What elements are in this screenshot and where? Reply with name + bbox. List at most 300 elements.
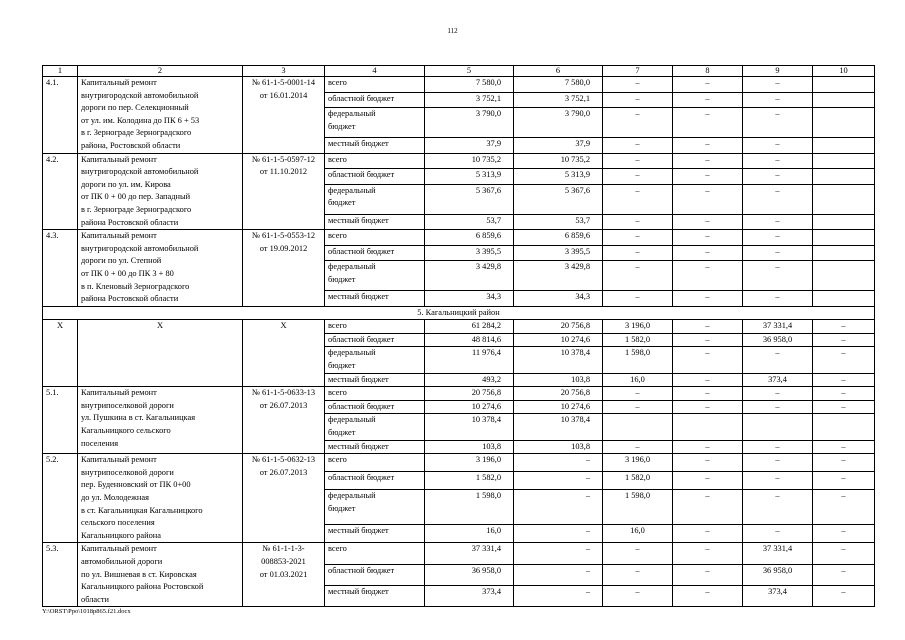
value-cell [813,291,875,307]
value-cell: 373,4 [743,373,813,387]
cell-line: бюджет [328,198,356,208]
value-cell: – [743,108,813,138]
item-number [43,454,78,543]
cell-line: местный бюджет [328,139,389,148]
value-cell: 34,3 [425,291,514,307]
cell-line: 5.3. [46,544,59,554]
cell-line: района, Ростовской области [81,140,181,150]
document-ref [243,320,325,387]
table-row [43,230,875,246]
value-cell [813,414,875,440]
cell-line: областной бюджет [328,93,395,103]
value-cell: – [813,586,875,607]
value-cell: – [743,153,813,169]
cell-line: района Ростовской области [81,294,179,304]
value-cell: – [673,490,743,525]
value-cell: – [813,472,875,490]
value-cell: – [673,333,743,347]
cell-line: от 26.07.2013 [259,400,308,410]
value-cell: – [673,261,743,291]
value-cell: 5 367,6 [425,184,514,214]
value-cell: 10 274,6 [514,400,603,414]
value-cell: – [673,320,743,334]
value-cell: – [743,138,813,154]
document-ref [243,543,325,607]
funding-source [325,320,425,334]
value-cell: 16,0 [603,525,673,543]
value-cell [813,77,875,93]
value-cell [673,414,743,440]
value-cell: – [603,169,673,185]
value-cell: 16,0 [603,373,673,387]
item-number [43,230,78,307]
cell-line: в п. Кленовый Зерноградского [81,281,190,291]
cell-line: областной бюджет [328,401,395,411]
value-cell: – [813,333,875,347]
value-cell: – [603,92,673,108]
value-cell: 5 367,6 [514,184,603,214]
table-row [43,387,875,401]
value-cell: 373,4 [425,586,514,607]
funding-source [325,347,425,373]
value-cell: – [603,586,673,607]
value-cell: – [743,490,813,525]
value-cell: – [743,387,813,401]
cell-line: всего [328,455,347,465]
value-cell: – [673,373,743,387]
cell-line: всего [328,321,347,331]
value-cell: – [514,454,603,472]
cell-line: от 11.10.2012 [259,167,308,177]
value-cell: 34,3 [514,291,603,307]
value-cell: 1 582,0 [425,472,514,490]
value-cell: 36 958,0 [425,564,514,585]
value-cell: 3 196,0 [603,454,673,472]
cell-line: бюджет [328,361,356,371]
value-cell [813,245,875,261]
cell-line: Кагальницкого района Ростовской [81,582,204,592]
object-name [78,387,243,454]
cell-line: по ул. Вишневая в ст. Кировская [81,569,197,579]
value-cell: 3 196,0 [425,454,514,472]
cell-line: от 16.01.2014 [259,90,308,100]
document-ref [243,230,325,307]
value-cell: 5 313,9 [514,169,603,185]
value-cell: 10 378,4 [425,414,514,440]
cell-line: областной бюджет [328,473,395,483]
funding-source [325,108,425,138]
value-cell: 1 582,0 [603,333,673,347]
table-row [43,454,875,472]
funding-source [325,373,425,387]
value-cell: – [743,347,813,373]
cell-line: от ПК 0 + 00 до пер. Западный [81,192,191,202]
value-cell: 3 395,5 [425,245,514,261]
funding-source [325,333,425,347]
funding-source [325,184,425,214]
value-cell: – [673,387,743,401]
value-cell: – [603,214,673,230]
cell-line: до ул. Молодежная [81,493,149,502]
value-cell: 1 582,0 [603,472,673,490]
value-cell: 20 756,8 [514,387,603,401]
col-header: 9 [743,66,813,77]
cell-line: области [81,594,109,604]
cell-line: Капитальный ремонт [81,231,157,241]
value-cell: 1 598,0 [425,490,514,525]
object-name [78,454,243,543]
value-cell: – [813,400,875,414]
cell-line: от ул. им. Колодина до ПК 6 + 53 [81,115,200,125]
value-cell: 3 429,8 [425,261,514,291]
cell-line: дороги по ул. им. Кирова [81,179,171,189]
cell-line: в г. Зернограде Зерноградского [81,204,192,214]
cell-line: № 61-1-5-0001-14 [251,78,316,87]
cell-line: Кагальницкого района [81,530,161,540]
cell-line: местный бюджет [328,441,389,451]
value-cell: – [514,543,603,564]
col-header: 3 [243,66,325,77]
funding-source [325,291,425,307]
cell-line: дороги по ул. Степной [81,256,162,266]
value-cell: – [813,320,875,334]
value-cell: 37,9 [425,138,514,154]
value-cell: 36 958,0 [743,564,813,585]
funding-source [325,153,425,169]
col-header: 2 [78,66,243,77]
object-name [78,320,243,387]
value-cell: – [743,291,813,307]
value-cell: 3 196,0 [603,320,673,334]
funding-source [325,454,425,472]
value-cell: 20 756,8 [425,387,514,401]
value-cell: – [673,564,743,585]
cell-line: местный бюджет [328,292,389,302]
cell-line: всего [328,78,347,87]
funding-source [325,261,425,291]
value-cell: – [673,230,743,246]
value-cell: – [743,261,813,291]
cell-line: внутригородской автомобильной [81,167,199,177]
value-cell: – [603,153,673,169]
funding-source [325,440,425,454]
value-cell: – [673,169,743,185]
cell-line: № 61-1-1-3- [262,544,305,554]
object-name [78,230,243,307]
cell-line: в ст. Кагальницкая Кагальницкого [81,505,203,515]
value-cell: 37 331,4 [743,543,813,564]
cell-line: Капитальный ремонт [81,544,157,554]
value-cell: 103,8 [514,373,603,387]
cell-line: № 61-1-5-0597-12 [251,154,316,164]
value-cell [813,184,875,214]
value-cell: 10 735,2 [514,153,603,169]
cell-line: X [156,321,164,331]
cell-line: автомобильной дороги [81,556,163,566]
value-cell: – [603,230,673,246]
cell-line: федеральный [328,262,376,272]
value-cell: – [743,454,813,472]
cell-line: № 61-1-5-0553-12 [251,231,316,241]
cell-line: федеральный [328,109,376,119]
cell-line: местный бюджет [328,526,389,536]
value-cell: – [603,245,673,261]
value-cell: – [673,245,743,261]
value-cell: – [673,472,743,490]
cell-line: в г. Зернограде Зерноградского [81,128,192,138]
value-cell: – [743,214,813,230]
document-ref [243,153,325,230]
cell-line: бюджет [328,274,356,284]
cell-line: бюджет [328,121,356,131]
value-cell: 53,7 [425,214,514,230]
cell-line: поселения [81,438,119,448]
value-cell: – [673,543,743,564]
funding-source [325,543,425,564]
value-cell: – [813,454,875,472]
cell-line: бюджет [328,428,356,438]
cell-line: областной бюджет [328,334,395,344]
item-number [43,387,78,454]
value-cell: 10 274,6 [425,400,514,414]
value-cell: 3 752,1 [514,92,603,108]
document-ref [243,454,325,543]
value-cell: 103,8 [425,440,514,454]
cell-line: местный бюджет [328,374,389,384]
value-cell: 61 284,2 [425,320,514,334]
cell-line: от 26.07.2013 [259,467,308,477]
value-cell: – [603,291,673,307]
value-cell: – [603,77,673,93]
cell-line: местный бюджет [328,215,389,225]
value-cell: 10 378,4 [514,347,603,373]
value-cell: 103,8 [514,440,603,454]
cell-line: 4.2. [46,154,59,164]
file-path-footer: Y:\ORST\Ppo\1018p865.f21.docx [42,608,131,615]
value-cell: 3 752,1 [425,92,514,108]
value-cell [813,108,875,138]
cell-line: всего [328,154,347,164]
funding-source [325,490,425,525]
budget-table [42,65,875,607]
value-cell: – [603,543,673,564]
object-name [78,543,243,607]
funding-source [325,387,425,401]
value-cell: 6 859,6 [514,230,603,246]
value-cell: 493,2 [425,373,514,387]
value-cell: – [603,184,673,214]
value-cell: 37 331,4 [743,320,813,334]
value-cell: 36 958,0 [743,333,813,347]
funding-source [325,138,425,154]
value-cell: – [673,586,743,607]
cell-line: пер. Буденновский от ПК 0+00 [81,480,191,490]
value-cell: – [603,138,673,154]
value-cell: – [743,440,813,454]
value-cell [813,92,875,108]
cell-line: X [56,321,64,331]
cell-line: бюджет [328,504,356,513]
value-cell: – [813,564,875,585]
value-cell: – [813,543,875,564]
value-cell: – [603,261,673,291]
page-number: 112 [447,27,458,35]
value-cell: – [743,472,813,490]
cell-line: Капитальный ремонт [81,154,157,164]
cell-line: всего [328,231,347,241]
value-cell: 373,4 [743,586,813,607]
table-body [43,66,875,607]
value-cell: 5 313,9 [425,169,514,185]
value-cell: – [673,440,743,454]
cell-line: Капитальный ремонт [81,78,157,87]
cell-line: от 01.03.2021 [259,569,308,579]
value-cell: – [743,169,813,185]
value-cell: – [514,525,603,543]
value-cell: – [673,138,743,154]
value-cell: – [673,291,743,307]
value-cell: – [514,564,603,585]
value-cell: – [673,525,743,543]
cell-line: местный бюджет [328,587,389,596]
value-cell [743,414,813,440]
cell-line: внутрипоселковой дороги [81,400,174,410]
section-title: 5. Кагальницкий район [43,306,875,320]
funding-source [325,77,425,93]
cell-line: района Ростовской области [81,217,179,227]
value-cell: – [673,214,743,230]
cell-line: Капитальный ремонт [81,455,157,465]
col-header: 10 [813,66,875,77]
value-cell: – [743,184,813,214]
cell-line: федеральный [328,185,376,195]
value-cell: – [603,400,673,414]
funding-source [325,92,425,108]
cell-line: ул. Пушкина в ст. Кагальницкая [81,413,196,423]
value-cell: – [673,347,743,373]
value-cell: 3 790,0 [425,108,514,138]
item-number [43,77,78,154]
cell-line: X [280,321,287,331]
cell-line: всего [328,388,347,398]
cell-line: федеральный [328,491,376,501]
funding-source [325,214,425,230]
value-cell [813,138,875,154]
value-cell: – [743,525,813,543]
cell-line: областной бюджет [328,170,395,180]
value-cell: 3 790,0 [514,108,603,138]
value-cell: – [673,92,743,108]
value-cell: 10 735,2 [425,153,514,169]
value-cell: 48 814,6 [425,333,514,347]
cell-line: федеральный [328,415,376,425]
value-cell: – [514,490,603,525]
cell-line: дороги по пер. Селекционный [81,103,189,113]
value-cell: – [813,387,875,401]
section-row [43,306,875,320]
header-row [43,66,875,77]
value-cell: – [514,586,603,607]
cell-line: 4.3. [46,231,59,241]
value-cell: – [813,490,875,525]
value-cell: 10 378,4 [514,414,603,440]
value-cell: – [603,108,673,138]
value-cell [813,153,875,169]
value-cell: – [813,373,875,387]
value-cell: – [603,387,673,401]
value-cell: – [603,440,673,454]
table-row [43,153,875,169]
funding-source [325,400,425,414]
value-cell: 37,9 [514,138,603,154]
cell-line: 5.2. [46,455,59,465]
value-cell: 10 274,6 [514,333,603,347]
cell-line: внутрипоселковой дороги [81,467,174,477]
value-cell: – [603,564,673,585]
value-cell: 6 859,6 [425,230,514,246]
col-header: 6 [514,66,603,77]
cell-line: 4.1. [46,78,59,87]
object-name [78,153,243,230]
value-cell: – [743,92,813,108]
col-header: 8 [673,66,743,77]
funding-source [325,586,425,607]
value-cell: – [673,77,743,93]
value-cell: 16,0 [425,525,514,543]
item-number [43,543,78,607]
value-cell: – [673,153,743,169]
value-cell: – [743,245,813,261]
cell-line: внутригородской автомобильной [81,90,199,100]
cell-line: областной бюджет [328,565,395,575]
value-cell: – [813,440,875,454]
value-cell [813,169,875,185]
value-cell: 1 598,0 [603,490,673,525]
object-name [78,77,243,154]
cell-line: федеральный [328,348,376,358]
value-cell: – [673,454,743,472]
cell-line: от 19.09.2012 [259,243,308,253]
value-cell: 1 598,0 [603,347,673,373]
funding-source [325,169,425,185]
funding-source [325,245,425,261]
value-cell: – [743,400,813,414]
value-cell: 11 976,4 [425,347,514,373]
funding-source [325,472,425,490]
funding-source [325,525,425,543]
cell-line: внутригородской автомобильной [81,243,199,253]
value-cell [813,230,875,246]
col-header: 7 [603,66,673,77]
item-number [43,153,78,230]
funding-source [325,414,425,440]
value-cell: 53,7 [514,214,603,230]
value-cell: – [673,400,743,414]
table-row [43,320,875,334]
value-cell: 3 395,5 [514,245,603,261]
document-ref [243,387,325,454]
value-cell: 7 580,0 [514,77,603,93]
value-cell: 3 429,8 [514,261,603,291]
value-cell: – [673,108,743,138]
value-cell [603,414,673,440]
value-cell [813,214,875,230]
table-row [43,77,875,93]
value-cell: – [514,472,603,490]
cell-line: от ПК 0 + 00 до ПК 3 + 80 [81,268,174,278]
value-cell: 20 756,8 [514,320,603,334]
cell-line: 008853-2021 [261,556,306,566]
